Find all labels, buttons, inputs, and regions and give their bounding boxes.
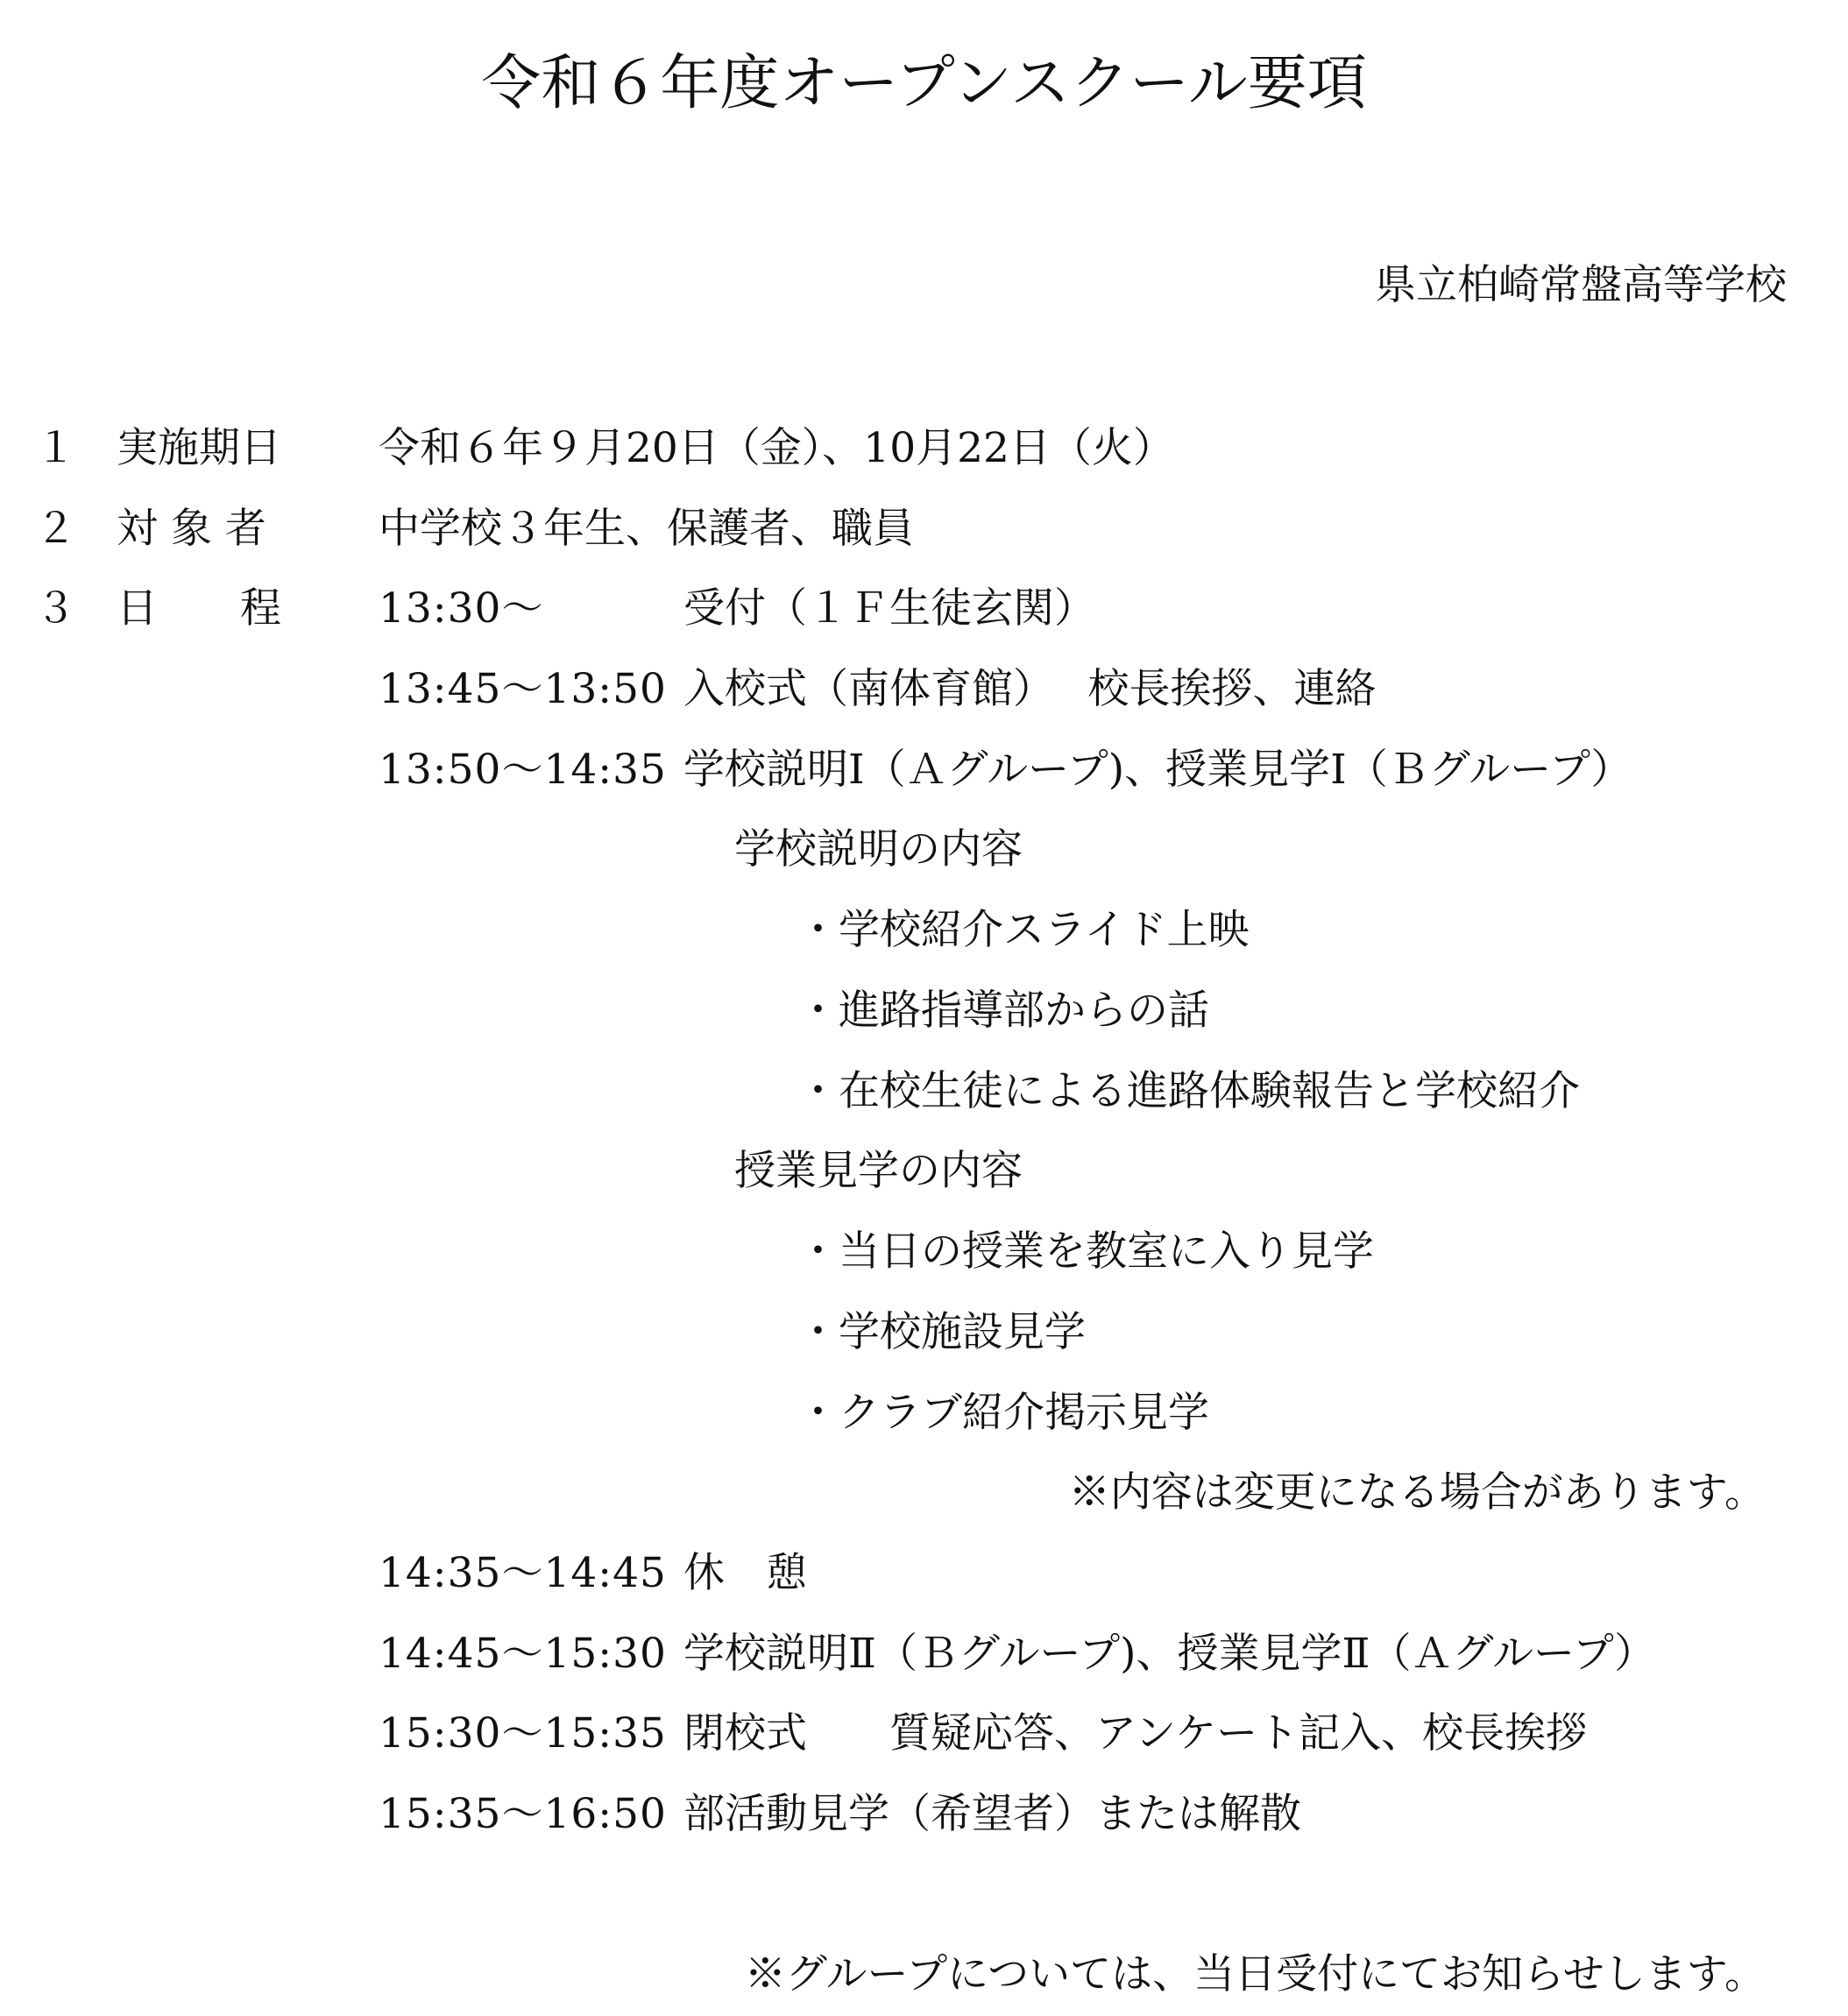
section-value-target: 中学校３年生、保護者、職員 bbox=[379, 505, 914, 553]
schedule-time: 14:35～14:45 bbox=[379, 1549, 667, 1597]
section-number-2: ２ bbox=[35, 505, 76, 553]
schedule-time: 15:35～16:50 bbox=[379, 1790, 667, 1838]
section-label-date: 実施期日 bbox=[117, 424, 281, 472]
schedule-desc: 閉校式 質疑応答、アンケート記入、校長挨拶 bbox=[683, 1709, 1588, 1758]
schedule-time: 13:30～ bbox=[379, 584, 544, 633]
section-number-3: ３ bbox=[35, 584, 76, 633]
section-label-target: 対 象 者 bbox=[117, 505, 266, 553]
list-item: ・当日の授業を教室に入り見学 bbox=[797, 1227, 1374, 1276]
list-item: ・クラブ紹介掲示見学 bbox=[797, 1389, 1209, 1437]
section-label-schedule: 日 程 bbox=[117, 584, 281, 633]
schedule-desc: 入校式（南体育館） 校長挨拶、連絡 bbox=[683, 665, 1377, 713]
list-item: ・学校施設見学 bbox=[797, 1308, 1086, 1356]
section-number-1: １ bbox=[35, 424, 76, 472]
observation-heading: 授業見学の内容 bbox=[734, 1147, 1023, 1195]
group-note: ※グループについては、当日受付にてお知らせします。 bbox=[744, 1950, 1766, 1998]
list-item: ・学校紹介スライド上映 bbox=[797, 906, 1250, 954]
schedule-desc: 受付（１Ｆ生徒玄関） bbox=[683, 584, 1095, 633]
schedule-desc: 部活動見学（希望者）または解散 bbox=[683, 1790, 1301, 1838]
explanation-heading: 学校説明の内容 bbox=[734, 825, 1023, 874]
schedule-desc: 休 憩 bbox=[683, 1549, 807, 1597]
schedule-time: 13:50～14:35 bbox=[379, 746, 667, 794]
schedule-time: 15:30～15:35 bbox=[379, 1709, 667, 1758]
list-item: ・在校生徒による進路体験報告と学校紹介 bbox=[797, 1067, 1580, 1115]
document-title: 令和６年度オープンスクール要項 bbox=[481, 49, 1367, 118]
school-name: 県立柏崎常盤高等学校 bbox=[1375, 261, 1787, 309]
section-value-date: 令和６年９月20日（金）、10月22日（火） bbox=[379, 424, 1174, 472]
list-item: ・進路指導部からの話 bbox=[797, 987, 1209, 1035]
schedule-desc: 学校説明Ⅰ（Ａグループ)、授業見学Ⅰ（Ｂグループ） bbox=[683, 746, 1632, 794]
change-note: ※内容は変更になる場合があります。 bbox=[1068, 1468, 1766, 1517]
schedule-time: 13:45～13:50 bbox=[379, 665, 667, 713]
schedule-time: 14:45～15:30 bbox=[379, 1630, 667, 1678]
schedule-desc: 学校説明Ⅱ（Ｂグループ)、授業見学Ⅱ（Ａグループ） bbox=[683, 1630, 1656, 1678]
